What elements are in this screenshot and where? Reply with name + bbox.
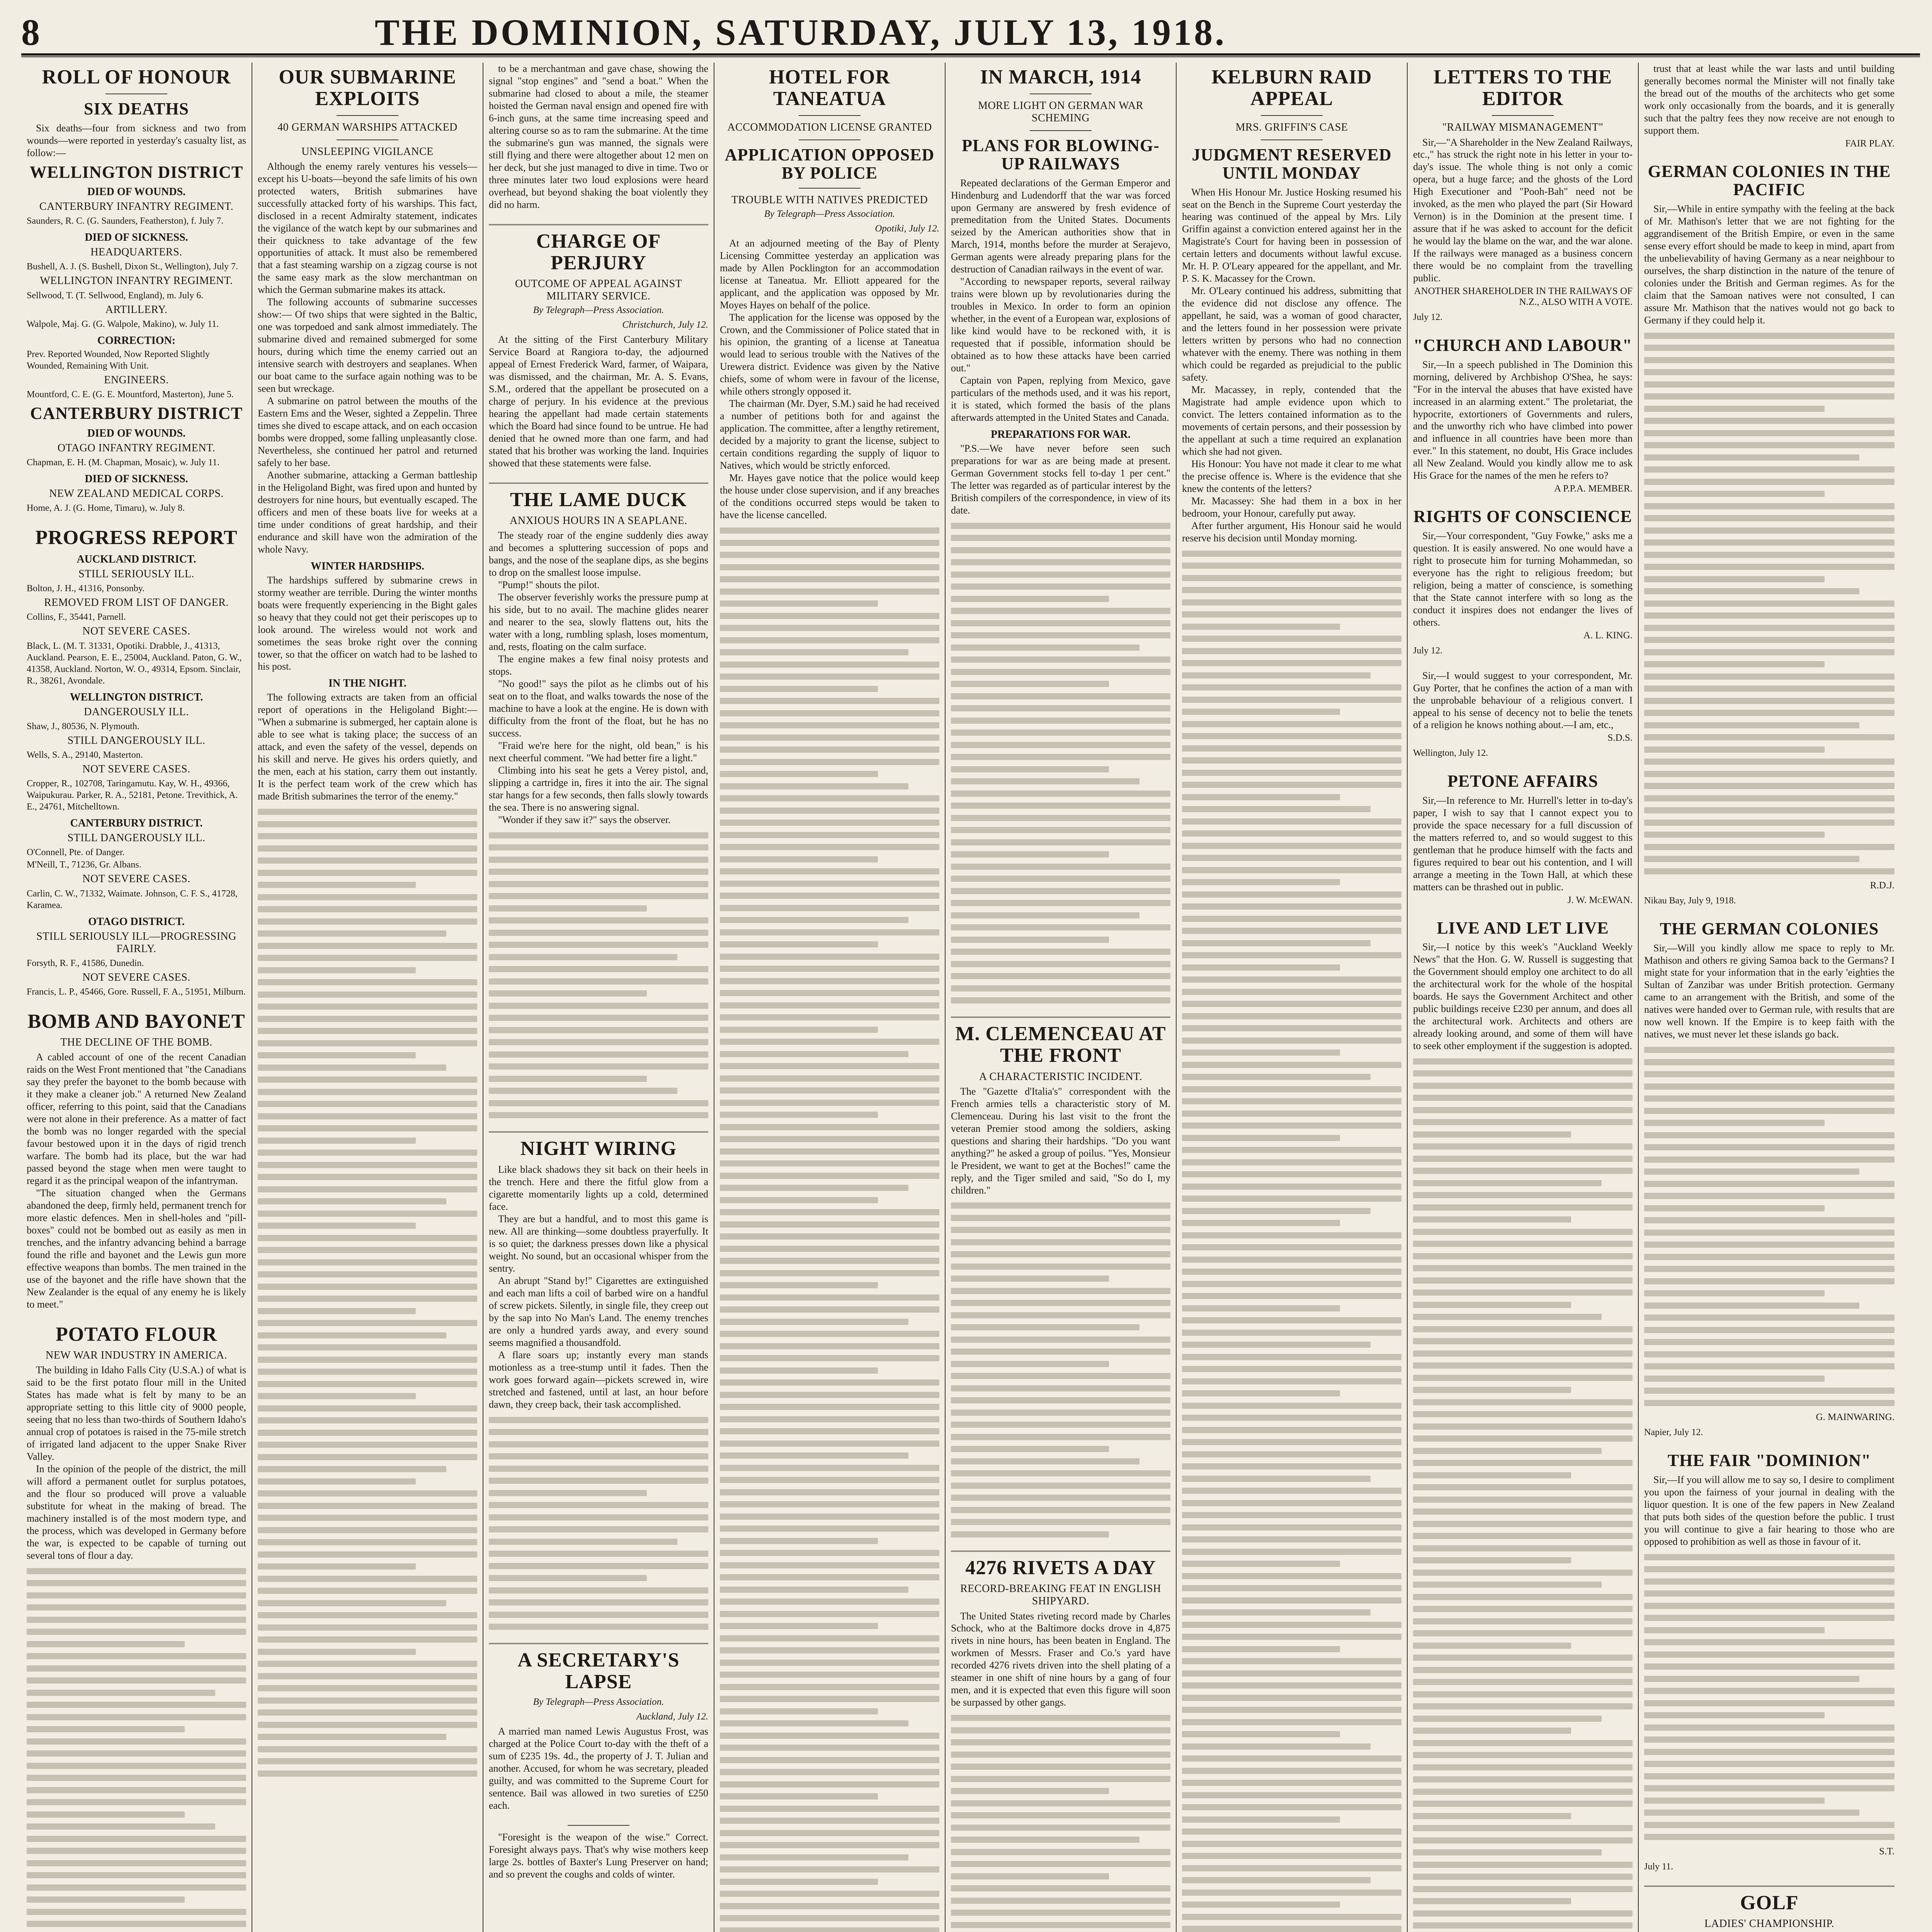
article-submarine-continued — [489, 63, 708, 211]
column-5 — [946, 63, 1177, 1932]
text-lines — [258, 809, 477, 1777]
letter-date: Napier, July 12. — [1644, 1427, 1703, 1438]
paragraph: "Foresight is the weapon of the wise." Correct. Foresight always pays. That's why wise mothers keep large 2s. bottles of Baxter's Lung Preserver on hand; and so prevent the coughs and colds of winter. — [489, 1832, 708, 1880]
paragraph: Sir,—I notice by this week's "Auckland Weekly News" that the Hon. G. W. Russell is suggesting that the Government should employ one architect to do all the architectural work for the whole of the hospital boards. He says the Government Architect and other public buildings receive £230 per annum, and does all the architectural work. Architects and others are already looking around, and some of them will have to seek other employment if the suggestion is adopted. — [1413, 941, 1633, 1051]
paragraph: The following accounts of submarine successes show:— Of two ships that were sighted in the Baltic, one was torpedoed and sank almost immediately. The submarine dived and remained submerged for some hours, during which time the enemy carried out an intensive search with destroyers and seaplanes. When our boat came to the surface again nothing was to be seen but wreckage. — [258, 296, 477, 395]
byline: By Telegraph—Press Association. — [764, 208, 895, 219]
paragraph: A married man named Lewis Augustus Frost, was charged at the Police Court to-day with the theft of a sum of £235 19s. 4d., the property of J. T. Julian and another. Accused, for whom he was secretary, pleaded guilty, and was committed to the Supreme Court for sentence. Bail was allowed in two sureties of £250 each. — [489, 1726, 708, 1811]
casualty: Walpole, Maj. G. (G. Walpole, Makino), w. July 11. — [27, 319, 219, 329]
casualty: Home, A. J. (G. Home, Timaru), w. July 8. — [27, 503, 185, 513]
subhead: TROUBLE WITH NATIVES PREDICTED — [731, 194, 928, 206]
letter-date: July 12. — [1413, 645, 1443, 656]
article-charge-of-perjury — [489, 231, 708, 469]
district-head: CANTERBURY DISTRICT. — [70, 817, 203, 830]
paragraph: The United States riveting record made by Charles Schock, who at the Baltimore docks drove in 4,875 rivets in nine hours, has been beaten in England. The workmen of Messrs. Fraser and Co.'s yard have recorded 4276 rivets driven into the shell plating of a steamer in one shift of nine hours by a gang of four men, and it is expected that even this figure will soon be surpassed by other gangs. — [951, 1610, 1170, 1708]
text-lines — [951, 1715, 1170, 1932]
paragraph: Sir,—If you will allow me to say so, I desire to compliment you upon the fairness of your journal in dealing with the liquor question. It is one of the few papers in New Zealand that puts both sides of the question before the public. I trust you will continue to give a fair hearing to those who are opposed to prohibition as well as those in favour of it. — [1644, 1474, 1895, 1547]
headline: HOTEL FOR TANEATUA — [769, 66, 890, 110]
headline: CHARGE OF PERJURY — [536, 230, 661, 274]
district-head: CANTERBURY DISTRICT — [30, 404, 243, 423]
letter-reply — [1413, 670, 1633, 759]
letter-title: LIVE AND LET LIVE — [1437, 918, 1609, 937]
column-8 — [1639, 63, 1900, 1932]
status: REMOVED FROM LIST OF DANGER. — [44, 597, 229, 609]
text-lines — [1644, 1047, 1895, 1406]
page-number: 8 — [21, 11, 40, 53]
masthead-rule — [21, 56, 1920, 57]
status: STILL SERIOUSLY ILL. — [78, 568, 194, 580]
paragraph: The building in Idaho Falls City (U.S.A.) of what is said to be the first potato flour mill in the United States has made what is felt by many to be an appropriate setting to this little city of 9000 people, seeing that no less than two-thirds of Southern Idaho's annual crop of potatoes is raised in the 75-mile stretch of irrigated land adjacent to the upper Snake River Valley. — [27, 1364, 246, 1462]
letter-title: THE FAIR "DOMINION" — [1667, 1451, 1871, 1470]
column-2 — [252, 63, 483, 1932]
category: DIED OF WOUNDS. — [87, 186, 186, 198]
text-lines — [1182, 551, 1401, 1932]
section-headline: LETTERS TO THE EDITOR — [1433, 66, 1612, 110]
headline: 4276 RIVETS A DAY — [965, 1556, 1156, 1579]
subhead: RECORD-BREAKING FEAT IN ENGLISH SHIPYARD. — [960, 1583, 1161, 1607]
casualty-list: Francis, L. P., 45466, Gore. Russell, F. A., 51951, Milburn. — [27, 987, 246, 997]
paragraph: Sir,—In reference to Mr. Hurrell's letter in to-day's paper, I wish to say that I cannot expect you to provide the space necessary for a full discussion of the matters referred to, and so would suggest to this gentleman that he produce himself with the facts and figures required to bear out his contention, and I will arrange a meeting in the Town Hall, at which these matters can be thrashed out in public. — [1413, 794, 1633, 893]
article-roll-of-honour — [27, 66, 246, 514]
unit: ARTILLERY. — [105, 303, 168, 316]
paragraph: Sir,—While in entire sympathy with the feeling at the back of Mr. Mathison's letter that we are not fighting for the aggrandisement of the British Empire, or even in the same sense every effort should be made to keep in mind, apart from the unbelievability of having Germany as a near neighbour to ourselves, the sharp distinction in the nature of the tenure of colonies under the British and German regimes. As for the claim that the Samoan natives were not consulted, I can assure Mr. Mathison that the natives would not go back to Germany if they could help it. — [1644, 203, 1895, 326]
article-golf — [1644, 1892, 1895, 1932]
paragraph: When His Honour Mr. Justice Hosking resumed his seat on the Bench in the Supreme Court yesterday the hearing was continued of the appeal by Mrs. Lily Griffin against a conviction entered against her in the Magistrate's Court for having been in possession of certain letters and documents without lawful excuse. Mr. H. P. O'Leary appeared for the appellant, and Mr. P. S. K. Macassey for the Crown. — [1182, 186, 1401, 284]
headline: POTATO FLOUR — [56, 1323, 217, 1345]
subhead: A CHARACTERISTIC INCIDENT. — [979, 1070, 1143, 1083]
casualty-list: Carlin, C. W., 71332, Waimate. Johnson, C. F. S., 41728, Karamea. — [27, 888, 238, 910]
paragraph: They are but a handful, and to most this game is new. All are thinking—some doubtless prayerfully. It is so quiet; the darkness presses down like a physical weight. No sound, but an occasional whisper from the sentry. — [489, 1213, 708, 1274]
unit: OTAGO INFANTRY REGIMENT. — [57, 442, 216, 454]
paragraph: to be a merchantman and gave chase, showing the signal "stop engines" and "send a boat." When the submarine had closed to about a mile, the steamer hoisted the German naval ensign and opened fire with 6-inch guns, at the same time increasing speed and altering course so as to ram the submarine. At the time the submarine's gun was manned, the signals were still flying and there were altogether about 12 men on her deck, but she just managed to dive in time. Two or three minutes later two loud explosions were heard overhead, but beyond shaking the boat violently they did no harm. — [489, 63, 708, 210]
paragraph: Sir,—Will you kindly allow me space to reply to Mr. Mathison and others re giving Samoa back to the Germans? I might state for your information that in the early 'eighties the Sultan of Zanzibar was under British protection. Germany came to an arrangement with the British, and some of the natives were handed over to German rule, with results that are now well known. If the Empire is to keep faith with the natives, we must never let these islands go back. — [1644, 942, 1895, 1040]
text-lines — [489, 1417, 708, 1630]
article-progress-report — [27, 527, 246, 998]
paragraph: The observer feverishly works the pressure pump at his side, but to no avail. The machine glides nearer and nearer to the sea, slowly flattens out, hits the water with a long, rumbling splash, loses momentum, and, rests, floating on the calm surface. — [489, 592, 708, 653]
subhead: UNSLEEPING VIGILANCE — [301, 145, 434, 158]
paper-title — [106, 11, 1495, 54]
headline: GOLF — [1740, 1891, 1799, 1914]
status: STILL DANGEROUSLY ILL. — [67, 734, 206, 747]
status: STILL DANGEROUSLY ILL. — [67, 832, 206, 844]
paragraph: Mr. Hayes gave notice that the police would keep the house under close supervision, and if any breaches of the conditions occurred steps would be taken to have the license cancelled. — [720, 472, 939, 521]
casualty-list: Cropper, R., 102708, Taringamutu. Kay, W. H., 49366, Waipukurau. Parker, R. A., 52181, Petone. Trevithick, A. E., 24761, Mitchelltown. — [27, 779, 238, 812]
paragraph: The engine makes a few final noisy protests and stops. — [489, 653, 708, 677]
article-rivets — [951, 1557, 1170, 1932]
letter-title: "RAILWAY MISMANAGEMENT" — [1442, 121, 1604, 134]
paragraph: A submarine on patrol between the mouths of the Eastern Ems and the Weser, sighted a Zeppelin. Three times she dived to escape attack, and on each occasion bombs were dropped, some falling unpleasantly close. Nevertheless, she continued her patrol and returned safely to her base. — [258, 395, 477, 468]
casualty: Mountford, C. E. (G. E. Mountford, Masterton), June 5. — [27, 389, 234, 400]
district-head: WELLINGTON DISTRICT. — [70, 691, 203, 703]
letter-title: RIGHTS OF CONSCIENCE — [1413, 507, 1633, 526]
unit: CANTERBURY INFANTRY REGIMENT. — [39, 201, 234, 213]
headline: NIGHT WIRING — [520, 1138, 677, 1160]
paragraph: The application for the license was opposed by the Crown, and the Commissioner of Police stated that in his opinion, the granting of a license at Taneatua would lead to serious trouble with the Natives of the Urewera district. Evidence was given by the Native chiefs, some of whom were in favour of the license, while others strongly opposed it. — [720, 311, 939, 397]
subhead: LADIES' CHAMPIONSHIP. — [1704, 1917, 1835, 1930]
unit: NEW ZEALAND MEDICAL CORPS. — [49, 487, 224, 500]
paragraph: "P.S.—We have never before seen such preparations for war as are being made at present. German Government stocks fell to-day 1 per cent." The letter was regarded as of particular interest by the British compilers of the correspondence, in view of its date. — [951, 442, 1170, 516]
headline: M. CLEMENCEAU AT THE FRONT — [955, 1023, 1166, 1067]
headline: BOMB AND BAYONET — [27, 1010, 245, 1033]
masthead — [21, 11, 1920, 56]
letter-date: Nikau Bay, July 9, 1918. — [1644, 896, 1736, 906]
letter-rights-of-conscience — [1413, 507, 1633, 656]
section-head: PREPARATIONS FOR WAR. — [991, 428, 1131, 440]
unit: WELLINGTON INFANTRY REGIMENT. — [40, 275, 233, 287]
paragraph: The hardships suffered by submarine crews in stormy weather are terrible. During the winter months boats were frequently experiencing in the Bight gales so heavy that they could not get their periscopes up to look around. The wireless would not work and sometimes the seas broke right over the conning tower, so that the officer on watch had to be lashed to his post. — [258, 574, 477, 672]
column-7 — [1408, 63, 1639, 1932]
article-in-march-1914 — [951, 66, 1170, 1003]
signature: A. L. KING. — [1583, 630, 1633, 641]
casualty: Forsyth, R. F., 41586, Dunedin. — [27, 958, 144, 968]
text-lines — [1644, 333, 1895, 874]
signature: S.D.S. — [1607, 733, 1633, 743]
section-head: IN THE NIGHT. — [328, 677, 406, 690]
article-hotel-for-taneatua — [720, 66, 939, 1932]
paragraph: Sir,—Your correspondent, "Guy Fowke," asks me a question. It is easily answered. No one would have a right to prosecute him for turning Mohammedan, so everyone has the right to religious freedom; but religion, being a matter of conscience, is something that the State cannot interfere with so long as the conduct it inspires does not endanger the lives of others. — [1413, 530, 1633, 628]
article-clemenceau — [951, 1023, 1170, 1537]
paragraph: trust that at least while the war lasts and until building generally becomes normal the Minister will not finally take the bread out of the mouths of the architects who get some work only occasionally from the boards, and it is generally such that the paltry fees they now receive are not enough to support them. — [1644, 63, 1895, 136]
column-1 — [21, 63, 252, 1932]
signature: G. MAINWARING. — [1816, 1412, 1895, 1423]
signature: S.T. — [1879, 1846, 1895, 1857]
category: DIED OF SICKNESS. — [85, 231, 188, 244]
text-lines — [27, 1568, 246, 1927]
letter-live-and-let-live — [1413, 919, 1633, 1932]
article-secretarys-lapse — [489, 1650, 708, 1812]
status: NOT SEVERE CASES. — [82, 873, 190, 885]
subhead: OUTCOME OF APPEAL AGAINST MILITARY SERVICE. — [515, 277, 682, 303]
paragraph: Climbing into his seat he gets a Verey pistol, and, slipping a cartridge in, fires it into the air. The signal star hangs for a few seconds, then falls slowly towards the sea. There is no answering signal. — [489, 764, 708, 813]
letter-railway-mismanagement — [1413, 121, 1633, 323]
casualty: Wells, S. A., 29140, Masterton. — [27, 750, 143, 760]
subhead: APPLICATION OPPOSED BY POLICE — [724, 145, 935, 183]
text-lines — [951, 1202, 1170, 1537]
paragraph: "Pump!" shouts the pilot. — [498, 579, 600, 591]
letter-date: July 12. — [1413, 312, 1443, 323]
headline: A SECRETARY'S LAPSE — [517, 1649, 680, 1693]
paragraph: An abrupt "Stand by!" Cigarettes are extinguished and each man lifts a coil of barbed wire on a handful of screw pickets. Silently, in single file, they creep out by the sap into No Man's Land. The enemy trenches are only a hundred yards away, and every sound seems magnified a thousandfold. — [489, 1275, 708, 1348]
text-lines — [720, 527, 939, 1932]
text-lines — [1644, 1554, 1895, 1840]
signature: FAIR PLAY. — [1845, 138, 1895, 149]
subhead: THE DECLINE OF THE BOMB. — [60, 1036, 213, 1049]
district-head: OTAGO DISTRICT. — [88, 915, 185, 928]
subhead: ANXIOUS HOURS IN A SEAPLANE. — [510, 515, 687, 527]
signature: A P.P.A. MEMBER. — [1554, 483, 1633, 494]
paragraph: "Fraid we're here for the night, old bean," is his next cheerful comment. "We had better fire a light." — [489, 740, 708, 764]
column-4 — [714, 63, 946, 1932]
letter-petone-affairs — [1413, 772, 1633, 905]
headline: KELBURN RAID APPEAL — [1211, 66, 1372, 110]
paragraph: "The situation changed when the Germans abandoned the deep, firmly held, permanent trench for more elastic defences. Men in shell-holes and "pill-boxes" could not be bombed out as easily as men in trenches, and the infantry advancing behind a barrage found the rifle and bayonet and the Lewis gun more effective weapons than bombs. The men trained in the use of the bayonet and the rifle have shown that the New Zealander is the equal of any enemy he is likely to meet." — [27, 1187, 246, 1310]
byline: By Telegraph—Press Association. — [533, 305, 664, 316]
dateline: Auckland, July 12. — [636, 1711, 708, 1722]
letter-the-german-colonies — [1644, 920, 1895, 1438]
advertisement-foresight — [489, 1831, 708, 1881]
headline: OUR SUBMARINE EXPLOITS — [279, 66, 456, 110]
article-lame-duck — [489, 489, 708, 1118]
paragraph: Six deaths—four from sickness and two from wounds—were reported in yesterday's casualty list, as follow:— — [27, 122, 246, 158]
note: Prev. Reported Wounded, Now Reported Slightly Wounded, Remaining With Unit. — [27, 349, 210, 371]
paragraph: Mr. Macassey: She had them in a box in her bedroom, your Honour, carefully put away. — [1182, 495, 1401, 519]
casualty: Bushell, A. J. (S. Bushell, Dixon St., Wellington), July 7. — [27, 262, 238, 272]
district-head: WELLINGTON DISTRICT — [29, 162, 243, 182]
text-lines — [951, 523, 1170, 1004]
letter-the-fair-dominion — [1644, 1451, 1895, 1872]
casualty: Chapman, E. H. (M. Chapman, Mosaic), w. July 11. — [27, 457, 219, 468]
paragraph: Like black shadows they sit back on their heels in the trench. Here and there the fitful glow from a cigarette momentarily lights up a cold, determined face. — [489, 1164, 708, 1213]
headline: IN MARCH, 1914 — [980, 66, 1141, 88]
letter-live-and-let-live-continued — [1644, 63, 1895, 149]
district-head: AUCKLAND DISTRICT. — [77, 553, 196, 566]
letter-date: Wellington, July 12. — [1413, 748, 1488, 759]
casualty: Shaw, J., 80536, N. Plymouth. — [27, 721, 139, 731]
text-lines — [489, 832, 708, 1119]
subhead: SIX DEATHS — [83, 99, 189, 119]
subhead: ACCOMMODATION LICENSE GRANTED — [727, 121, 932, 134]
paragraph: Mr. O'Leary continued his address, submitting that the evidence did not disclose any offence. The appellant, he said, was a woman of good character, and the letters found in her possession were private letters written by persons who had no connection whatever with the enemy. There was nothing in them which could be regarded as prejudicial to the public safety. — [1182, 285, 1401, 383]
paragraph: Sir,—I would suggest to your correspondent, Mr. Guy Porter, that he confines the action of a man with the unprobable behaviour of a religious convert. I appeal to his sense of decency not to belie the tenets of a religion he knows nothing about.—I am, etc., — [1413, 670, 1633, 731]
paragraph: At the sitting of the First Canterbury Military Service Board at Rangiora to-day, the adjourned appeal of Ernest Frederick Ward, farmer, of Waipara, was dismissed, and the chairman, Mr. A. S. Evans, S.M., ordered that the appellant be prosecuted on a charge of perjury. In his evidence at the previous hearing the appellant had made certain statements which the Board had since found to be untrue. He had denied that he owned more than one farm, and had stated that his brother was working the land. Inquiries showed that these statements were false. — [489, 334, 708, 469]
paragraph: The chairman (Mr. Dyer, S.M.) said he had received a number of petitions both for and against the application. The committee, after a lengthy retirement, decided by a majority to grant the license, subject to certain conditions regarding the supply of liquor to Natives, which would be strictly enforced. — [720, 398, 939, 471]
dateline: Christchurch, July 12. — [622, 320, 708, 330]
letter-title: "CHURCH AND LABOUR" — [1413, 336, 1633, 355]
category: DIED OF WOUNDS. — [87, 427, 186, 439]
newspaper-page — [21, 63, 1920, 1932]
paragraph: "No good!" says the pilot as he climbs out of his seat on to the float, and walks towards the nose of the machine to have a look at the engine. He is down with difficulty from the front of the float, but he has no success. — [489, 678, 708, 739]
column-6 — [1177, 63, 1408, 1932]
article-potato-flour — [27, 1324, 246, 1927]
section-head: WINTER HARDSHIPS. — [310, 560, 425, 572]
paragraph: "Wonder if they saw it?" says the observer. — [498, 814, 671, 825]
byline: By Telegraph—Press Association. — [533, 1697, 664, 1708]
status: NOT SEVERE CASES. — [82, 625, 190, 638]
letter-church-and-labour — [1413, 336, 1633, 494]
status: DANGEROUSLY ILL. — [84, 706, 189, 718]
paragraph: In the opinion of the people of the district, the mill will afford a permanent outlet for surplus potatoes, and the flour so produced will prove a valuable substitute for wheat in the making of bread. The machinery installed is of the most modern type, and the process, which was developed in Germany before the war, is expected to be capable of turning out several tons of flour a day. — [27, 1463, 246, 1561]
headline: ROLL OF HONOUR — [42, 66, 231, 88]
casualty: Saunders, R. C. (G. Saunders, Featherston), f. July 7. — [27, 216, 224, 226]
casualty: M'Neill, T., 71236, Gr. Albans. — [27, 860, 141, 870]
casualty: Collins, F., 35441, Parnell. — [27, 612, 126, 622]
signature: ANOTHER SHAREHOLDER IN THE RAILWAYS OF N.Z., ALSO WITH A VOTE. — [1414, 286, 1633, 308]
subhead: 40 GERMAN WARSHIPS ATTACKED — [277, 121, 457, 134]
paragraph: Another submarine, attacking a German battleship in the Heligoland Bight, was fired upon and hunted by destroyers for nine hours, but eventually escaped. The officers and men of these boats live for weeks at a time under conditions of great hardship, and their endurance and skill have won the admiration of the whole Navy. — [258, 469, 477, 555]
paragraph: The "Gazette d'Italia's" correspondent with the French armies tells a characteristic story of M. Clemenceau. During his last visit to the front the veteran Premier stood among the soldiers, asking questions and sharing their hardships. "Do you want anything?" he asked a group of poilus. "Yes, Monsieur le President, we want to get at the Boches!" came the reply, and the Tiger smiled and said, "So do I, my children." — [951, 1085, 1170, 1196]
unit: ENGINEERS. — [104, 374, 169, 386]
status: STILL SERIOUSLY ILL—PROGRESSING FAIRLY. — [36, 930, 236, 955]
casualty: Sellwood, T. (T. Sellwood, England), m. July 6. — [27, 290, 204, 301]
article-night-wiring — [489, 1138, 708, 1630]
subhead: MRS. GRIFFIN'S CASE — [1235, 121, 1348, 134]
paragraph: His Honour: You have not made it clear to me what the precise offence is. Where is the evidence that she knew the contents of the letters? — [1182, 458, 1401, 494]
headline: PROGRESS REPORT — [35, 526, 238, 549]
signature: J. W. McEWAN. — [1567, 895, 1633, 905]
article-submarine-exploits — [258, 66, 477, 1777]
casualty: O'Connell, Pte. of Danger. — [27, 847, 125, 858]
paragraph: A flare soars up; instantly every man stands motionless as a tree-stump until it fades. Then the work goes forward again—pickets screwed in, wire stretched and fastened, until at last, an hour before dawn, they creep back, their task accomplished. — [489, 1349, 708, 1410]
subhead: NEW WAR INDUSTRY IN AMERICA. — [45, 1349, 228, 1361]
subhead: PLANS FOR BLOWING-UP RAILWAYS — [962, 136, 1160, 173]
paragraph: Although the enemy rarely ventures his vessels—except his U-boats—beyond the safe limits of his own protected waters, British submarines have successfully attacked forty of his warships. This fact, disclosed in a recent Admiralty statement, indicates the vigilance of the watch kept by our submarines and their quickness to take advantage of the few opportunities of attack. It must also be remembered that a fast steaming warship on a zigzag course is not the same easy mark as the slow merchantman on which the German submarine makes its attack. — [258, 160, 477, 296]
column-3 — [483, 63, 714, 1932]
subhead: JUDGMENT RESERVED UNTIL MONDAY — [1192, 145, 1392, 183]
casualty: Bolton, J. H., 41316, Ponsonby. — [27, 583, 145, 594]
paragraph: After further argument, His Honour said he would reserve his decision until Monday morning. — [1182, 520, 1401, 544]
letter-title: GERMAN COLONIES IN THE PACIFIC — [1648, 162, 1891, 199]
letter-german-colonies-pacific — [1644, 162, 1895, 906]
signature: R.D.J. — [1870, 880, 1895, 891]
paragraph: "According to newspaper reports, several railway trains were blown up by revolutionaries during the troubles in Mexico. In order to form an opinion whether, in the event of a European war, explosions of like kind would have to be reckoned with, it is requested that if possible, information should be obtained as to how these attacks have been carried out." — [951, 276, 1170, 374]
letter-date: July 11. — [1644, 1861, 1673, 1872]
paragraph: At an adjourned meeting of the Bay of Plenty Licensing Committee yesterday an application was made by Allen Pocklington for an accommodation license at Taneatua. Mr. Elliott appeared for the applicant, and the application was opposed by Mr. Moyes Hayes on behalf of the police. — [720, 237, 939, 311]
paragraph: Mr. Macassey, in reply, contended that the Magistrate had ample evidence upon which to convict. The letters contained information as to the movements of certain persons, and their possession by the appellant at such a time required an explanation which she had not given. — [1182, 384, 1401, 457]
letter-title: THE GERMAN COLONIES — [1660, 919, 1879, 939]
subhead: MORE LIGHT ON GERMAN WAR SCHEMING — [978, 100, 1143, 124]
letter-title: PETONE AFFAIRS — [1447, 772, 1599, 791]
paragraph: Captain von Papen, replying from Mexico, gave particulars of the methods used, and it was his report, it is stated, which formed the basis of the plans afterwards attempted in the United States and Canada. — [951, 375, 1170, 423]
paragraph: Sir,—In a speech published in The Dominion this morning, delivered by Archbishop O'Shea, he says: "For in the interval the abuses that have existed have increased in an alarming extent." The proletariat, the hypocrite, extortioners of Governments and rulers, and the unworthy rich who have climbed into power and influence in all countries have been more than ever." In this statement, no doubt, His Grace includes all New Zealand. Would you kindly allow me to ask His Grace for the names of the men he refers to? — [1413, 359, 1633, 481]
category: CORRECTION: — [97, 334, 176, 347]
status: NOT SEVERE CASES. — [82, 763, 190, 776]
paragraph: Repeated declarations of the German Emperor and Hindenburg and Ludendorff that the war was forced upon Germany are answered by fresh evidence of premeditation from the United States. Documents seized by the American authorities show that in March, 1914, months before the murder at Serajevo, German agents were already preparing plans for the destruction of Canadian railways in the event of war. — [951, 177, 1170, 275]
article-kelburn-raid-appeal — [1182, 66, 1401, 1932]
paragraph: A cabled account of one of the recent Canadian raids on the West Front mentioned that "the Canadians say they prefer the bayonet to the bomb because with it they make a cleaner job." A returned New Zealand officer, referring to this point, said that the Canadians were not alone in their preference. As a matter of fact the bomb was no longer regarded with the special favour bestowed upon it in the days of rigid trench warfare. The bomb had its place, but the war had passed beyond the stage when men were taught to regard it as the principal weapon of the infantryman. — [27, 1051, 246, 1187]
issue-date: SATURDAY, JULY 13, 1918. — [715, 11, 1227, 53]
dateline: Opotiki, July 12. — [875, 223, 939, 234]
headline: THE LAME DUCK — [510, 488, 687, 511]
paragraph: Sir,—"A Shareholder in the New Zealand Railways, etc.," has struck the right note in his letter in your to-day's issue. The whole thing is not only a comic opera, but a huge farce; and the ghosts of the Lord High Executioner and "Pooh-Bah" need not be invoked, as the men who played the part (Sir Howard Vernon) is in the Dominion at the present time. I assure that if he was asked to account for the deficit he would lay the blame on the war, and the war alone. If the railways were managed as a business concern there would be no complaint from the travelling public. — [1413, 136, 1633, 284]
text-lines — [1413, 1058, 1633, 1932]
article-bomb-and-bayonet — [27, 1011, 246, 1311]
status: NOT SEVERE CASES. — [82, 971, 190, 983]
paragraph: The following extracts are taken from an official report of operations in the Heligoland Bight:— "When a submarine is submerged, her captain alone is able to see what is taking place; the success of an attack, and even the safety of the vessel, depends on his skill and nerve. He gives his orders quietly, and the men, each at his station, carry them out instantly. It is the perfect team work of the crew which has made British submarines the terror of the enemy." — [258, 692, 477, 802]
paper-name: THE DOMINION, — [374, 11, 704, 53]
category: DIED OF SICKNESS. — [85, 473, 188, 485]
paragraph: The steady roar of the engine suddenly dies away and becomes a spluttering succession of pops and bangs, and the nose of the seaplane dips, as she begins to drop on the smallest loose impulse. — [489, 530, 708, 578]
unit: HEADQUARTERS. — [90, 246, 182, 259]
casualty-list: Black, L. (M. T. 31331, Opotiki. Drabble, J., 41313, Auckland. Pearson, E. E., 25004, Auckland. Paton, G. W., 41358, Auckland. Norton, W. O., 49314, Epsom. Sinclair, R., 38261, Avondale. — [27, 641, 242, 686]
